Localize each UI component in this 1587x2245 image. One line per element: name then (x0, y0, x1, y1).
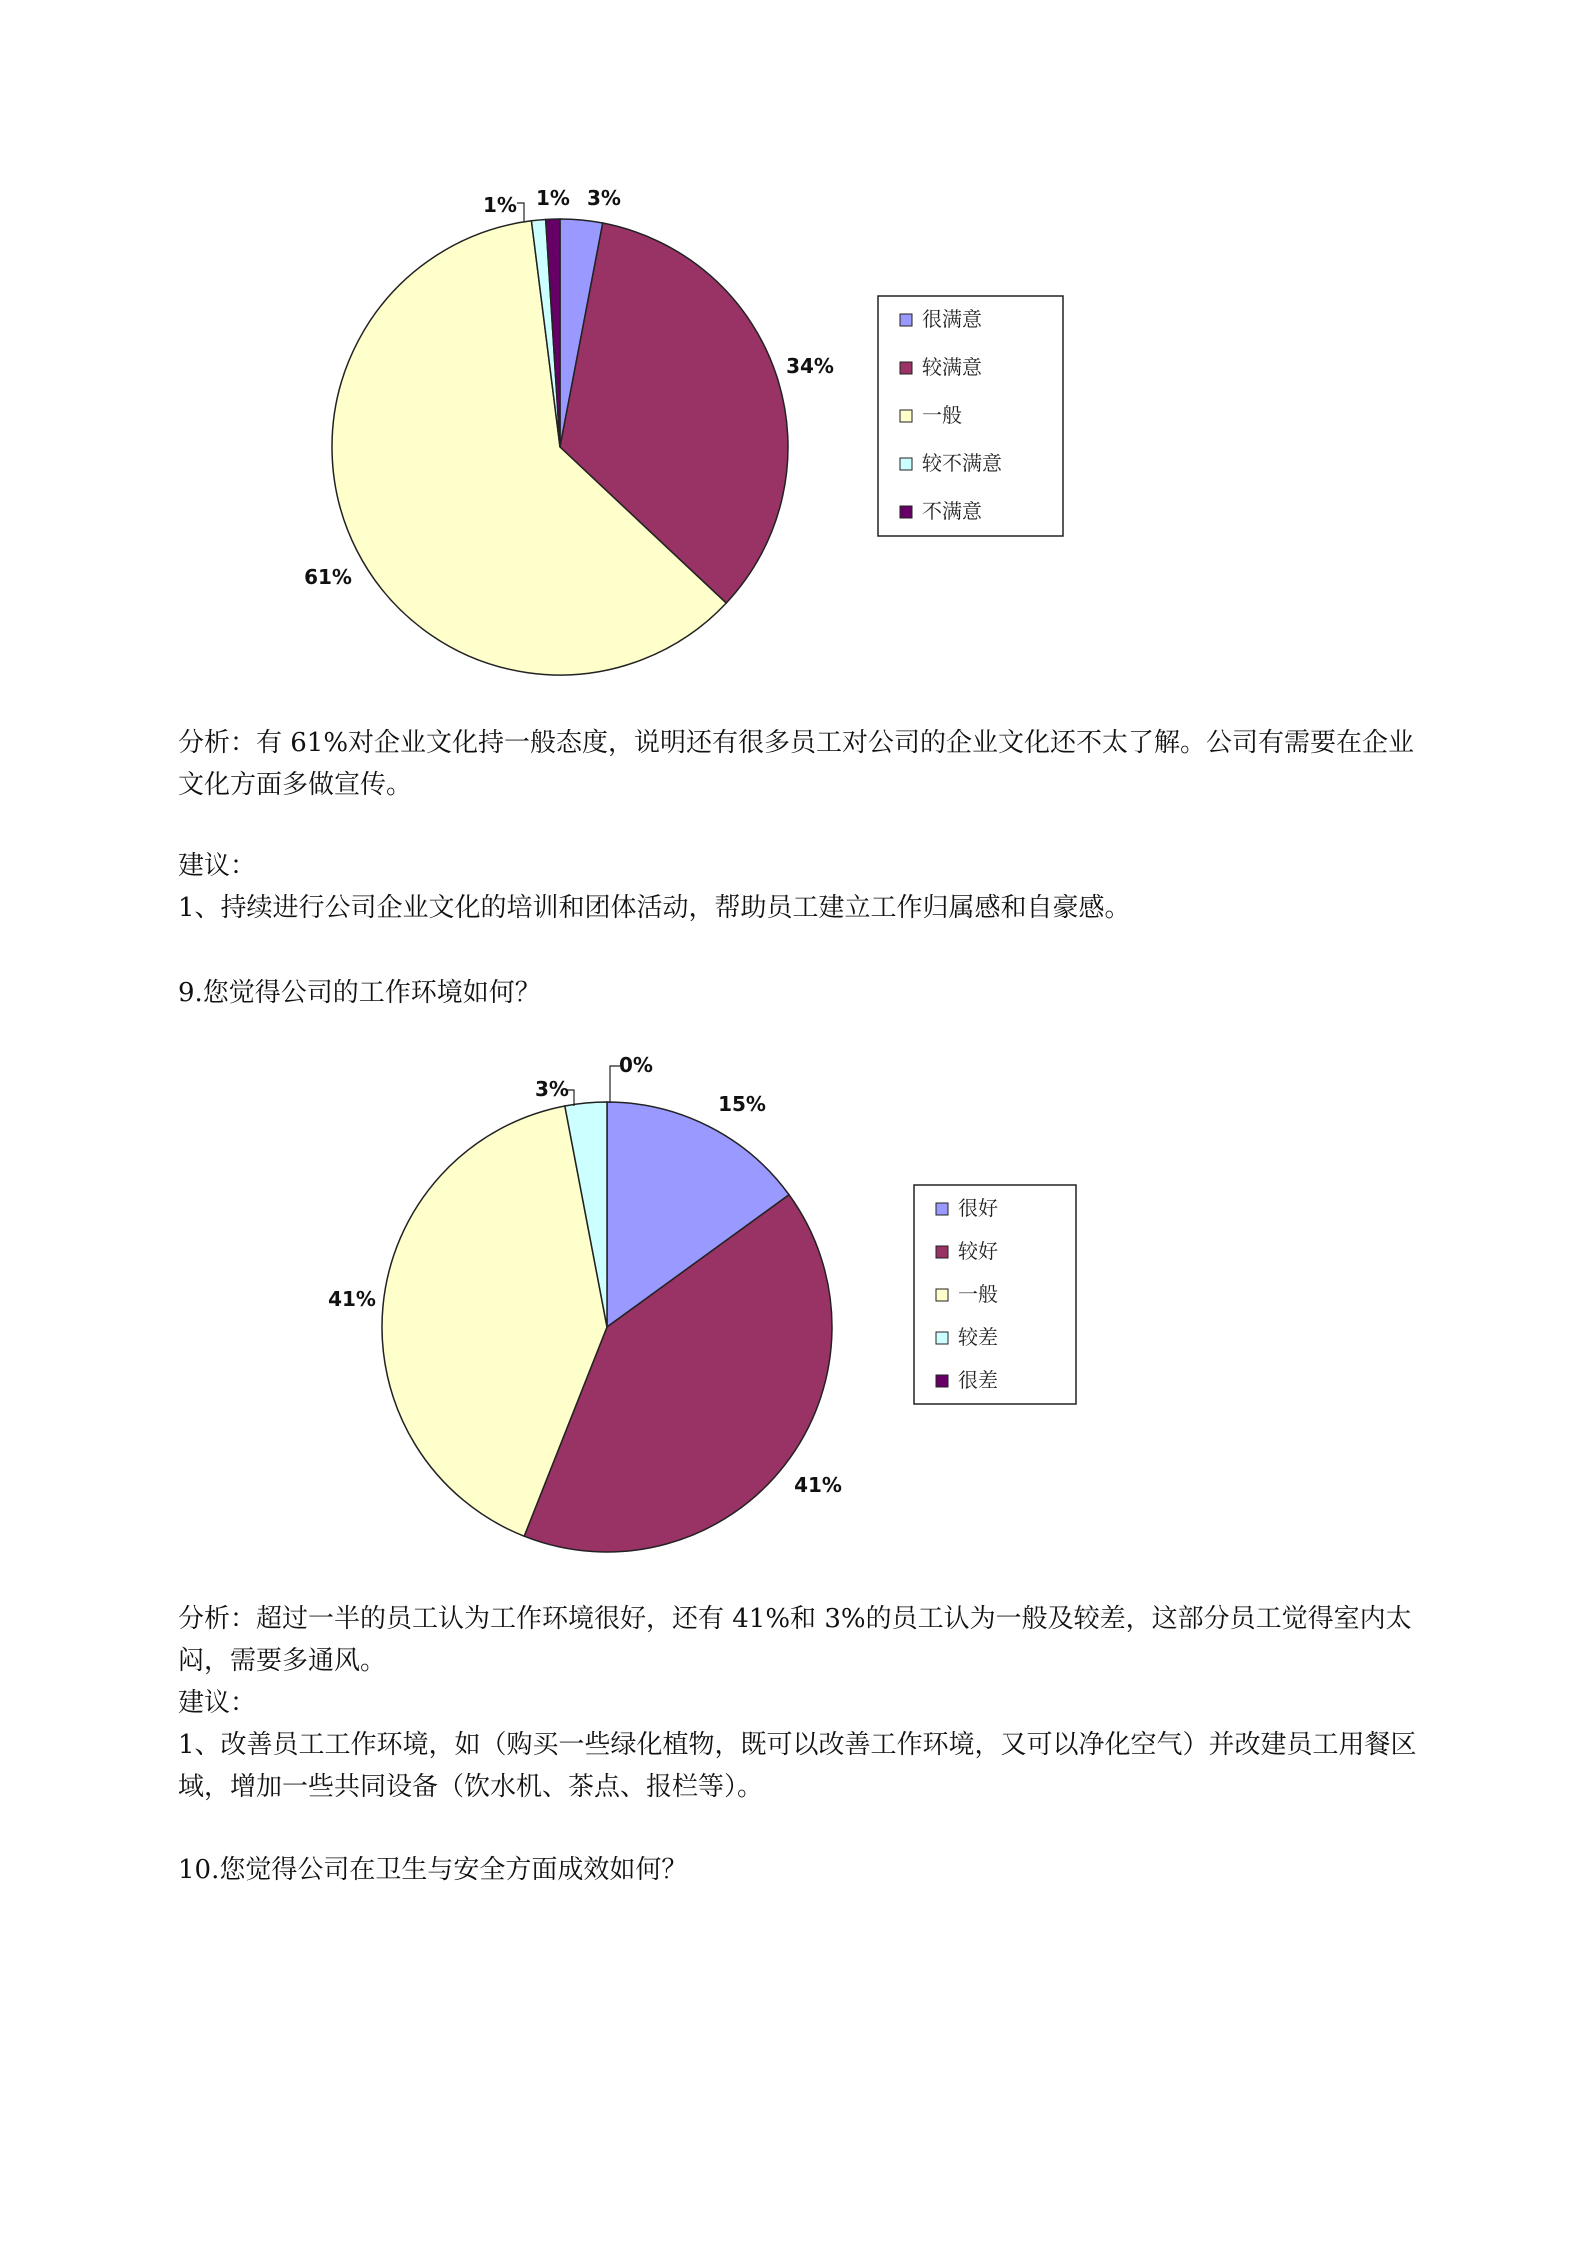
pie-value-label: 3% (535, 1077, 569, 1101)
pie-value-label: 1% (536, 186, 570, 210)
legend-swatch (936, 1375, 948, 1387)
question-9: 9.您觉得公司的工作环境如何？ (178, 978, 541, 1008)
suggestion-environment (178, 1682, 1440, 1808)
legend-swatch (900, 410, 912, 422)
legend-swatch (900, 506, 912, 518)
pie-value-label: 0% (619, 1053, 653, 1077)
legend-item-label: 不满意 (922, 499, 982, 523)
suggestion-title: 建议： (178, 1688, 257, 1718)
legend-swatch (900, 362, 912, 374)
question-10: 10.您觉得公司在卫生与安全方面成效如何？ (178, 1855, 688, 1885)
suggestion-item: 1、改善员工工作环境，如（购买一些绿化植物，既可以改善工作环境，又可以净化空气）并改建员工用餐区域，增加一些共同设备（饮水机、茶点、报栏等）。 (178, 1730, 1417, 1802)
analysis-culture: 分析：有 61%对企业文化持一般态度，说明还有很多员工对公司的企业文化还不太了解。公司有需要在企业文化方面多做宣传。 (178, 728, 1415, 800)
legend-swatch (900, 314, 912, 326)
suggestion-culture (178, 845, 1440, 929)
pie-value-label: 41% (794, 1473, 842, 1497)
legend-item-label: 很好 (958, 1196, 998, 1220)
pie-chart-corporate-culture (0, 0, 1587, 700)
pie-value-label: 1% (483, 193, 517, 217)
legend-item-label: 较满意 (922, 355, 982, 379)
legend-item-label: 很满意 (922, 307, 982, 331)
analysis-environment: 分析：超过一半的员工认为工作环境很好，还有 41%和 3%的员工认为一般及较差，这部分员工觉得室内太闷，需要多通风。 (178, 1604, 1412, 1676)
pie-chart-work-environment (0, 1030, 1587, 1570)
legend-item-label: 很差 (958, 1368, 998, 1392)
pie-value-label: 41% (328, 1287, 376, 1311)
legend-swatch (936, 1203, 948, 1215)
pie-value-label: 3% (587, 186, 621, 210)
pie-value-label: 61% (304, 565, 352, 589)
legend-swatch (936, 1332, 948, 1344)
legend-swatch (900, 458, 912, 470)
pie-value-label: 15% (718, 1092, 766, 1116)
legend-swatch (936, 1289, 948, 1301)
label-leader-line (517, 203, 524, 222)
suggestion-item: 1、持续进行公司企业文化的培训和团体活动，帮助员工建立工作归属感和自豪感。 (178, 893, 1131, 923)
pie-value-label: 34% (786, 354, 834, 378)
suggestion-title: 建议： (178, 851, 257, 881)
legend-swatch (936, 1246, 948, 1258)
legend-item-label: 较不满意 (922, 451, 1002, 475)
legend-item-label: 一般 (958, 1282, 998, 1306)
legend-item-label: 较好 (958, 1239, 998, 1263)
legend-item-label: 较差 (958, 1325, 998, 1349)
legend-item-label: 一般 (922, 403, 962, 427)
